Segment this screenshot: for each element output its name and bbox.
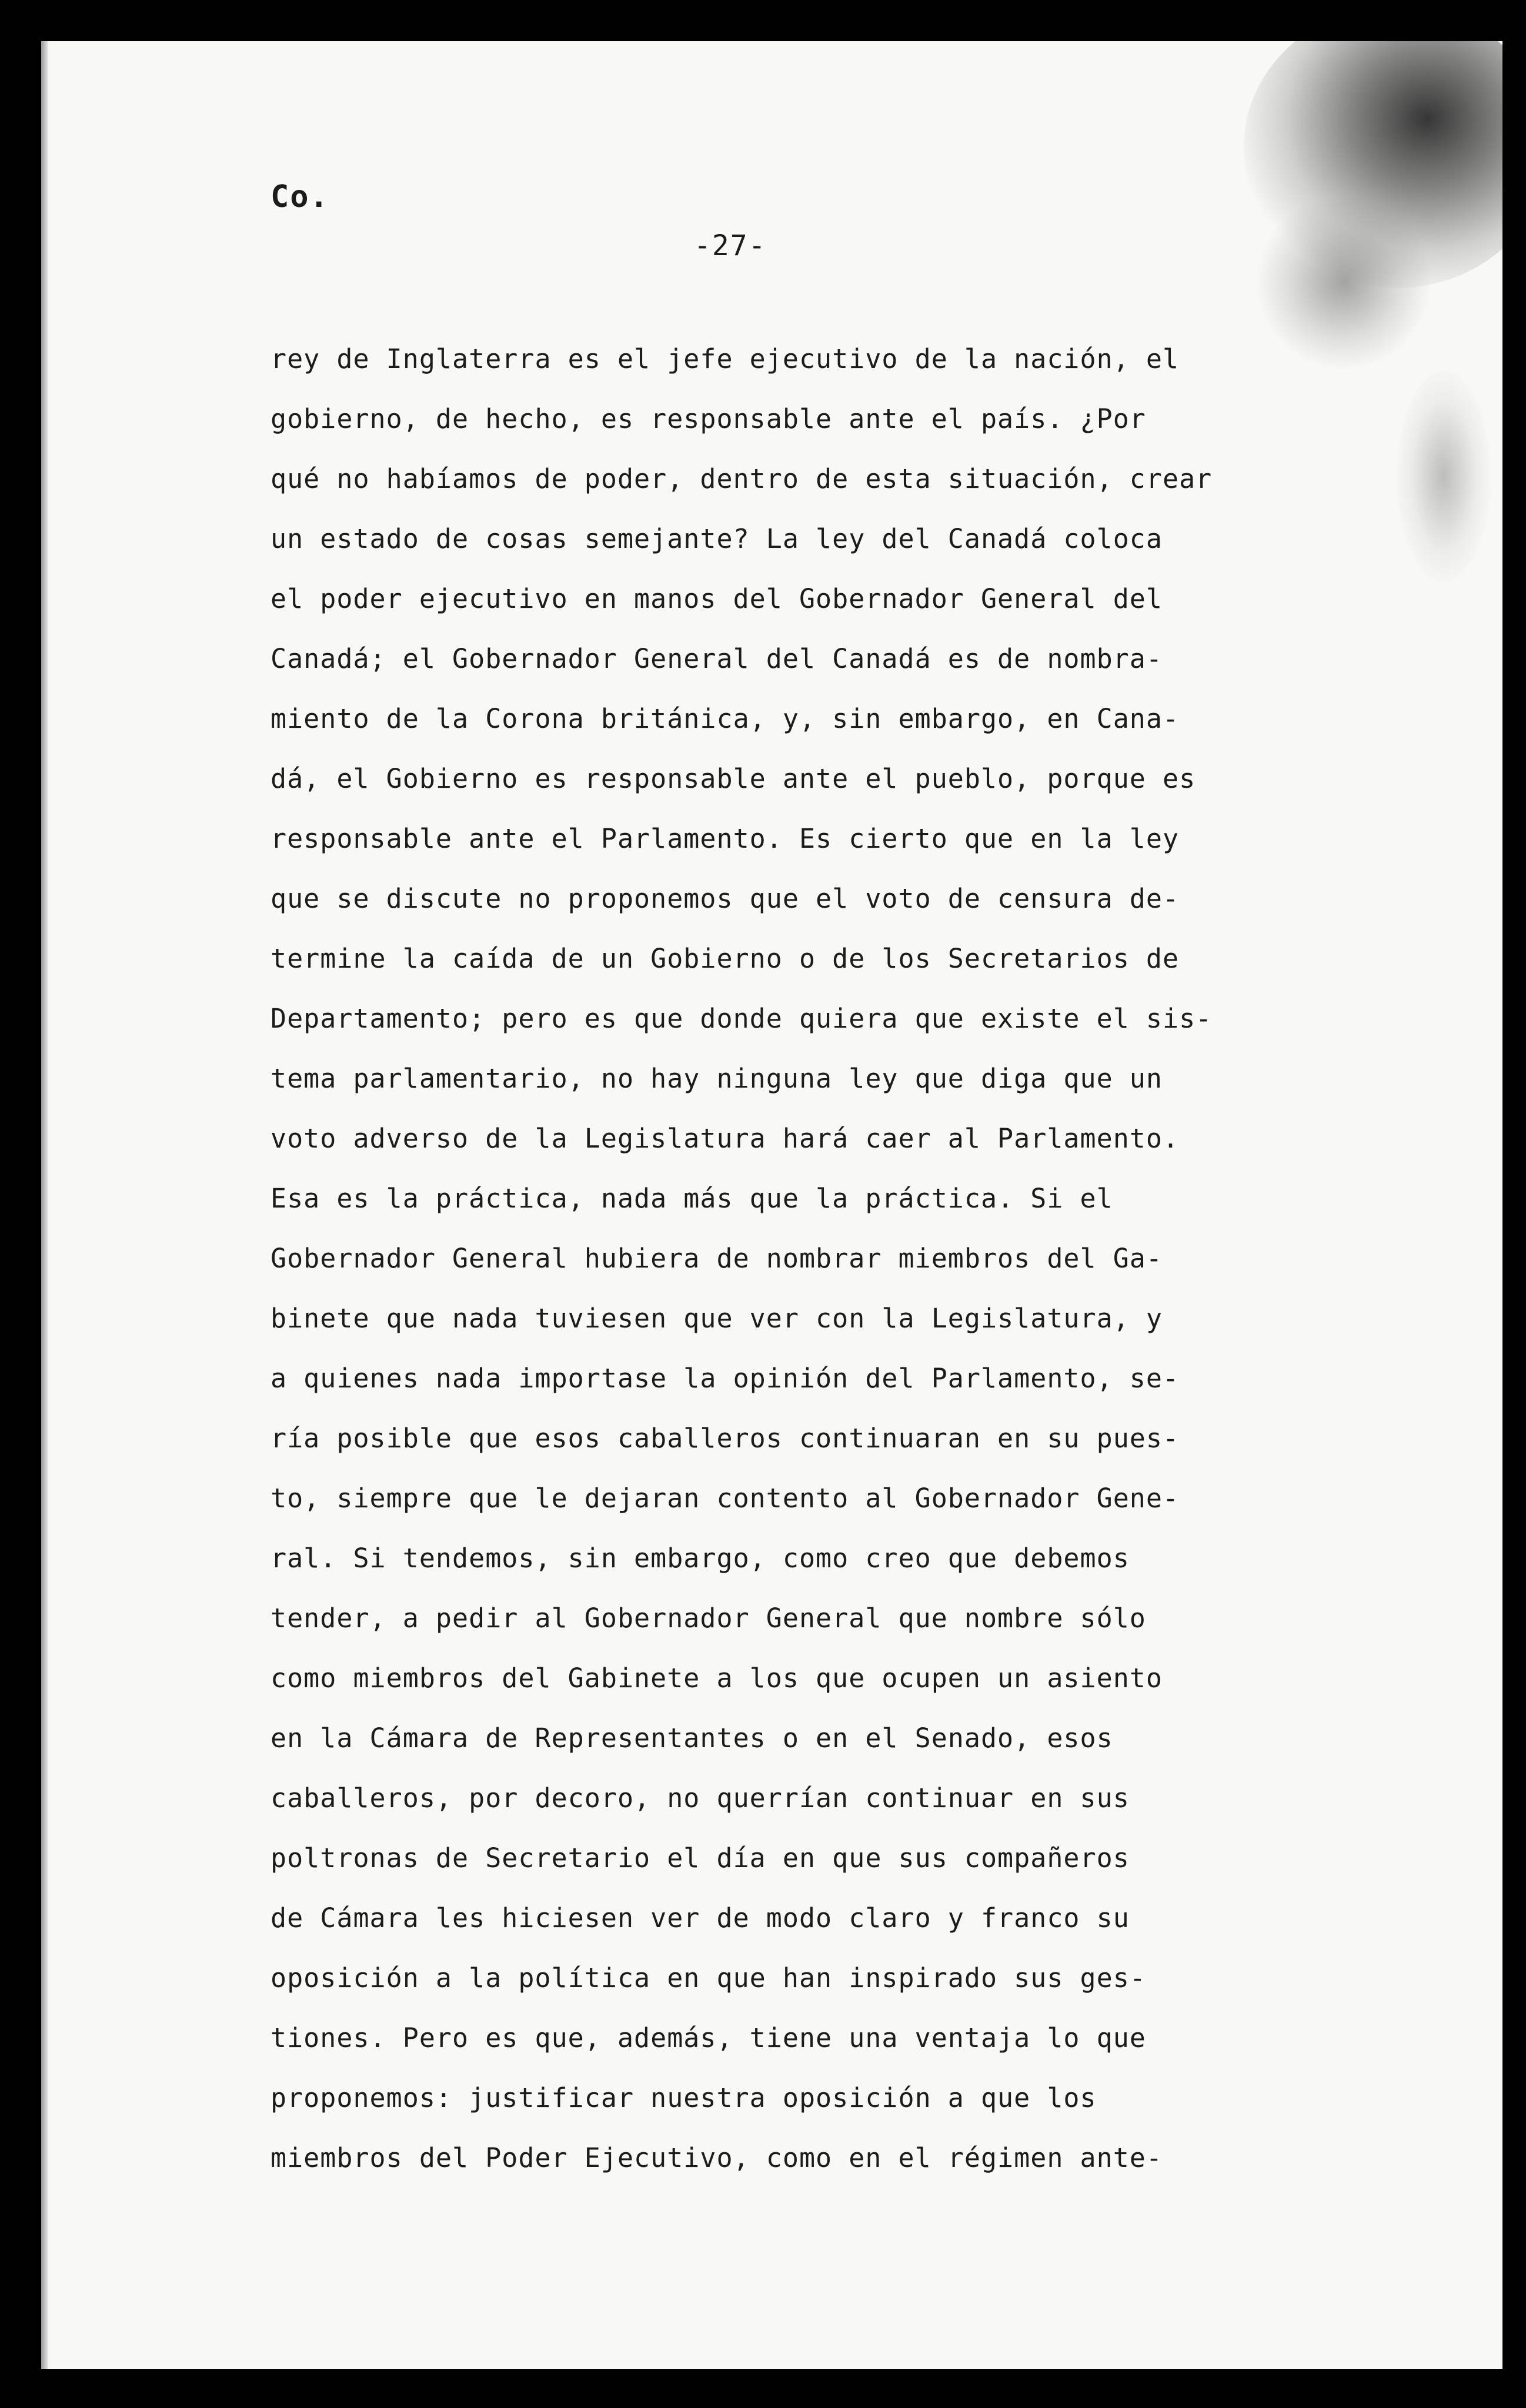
text-line: ría posible que esos caballeros continuaran en su pues- <box>271 1423 1180 1454</box>
text-line: proponemos: justificar nuestra oposición a que los <box>271 2082 1097 2113</box>
text-line: gobierno, de hecho, es responsable ante el país. ¿Por <box>271 403 1146 434</box>
text-line: caballeros, por decoro, no querrían continuar en sus <box>271 1782 1130 1814</box>
text-line: Canadá; el Gobernador General del Canadá es de nombra- <box>271 643 1163 674</box>
corner-mark: Co. <box>271 179 329 215</box>
text-line: tiones. Pero es que, además, tiene una ventaja lo que <box>271 2022 1146 2054</box>
text-line: poltronas de Secretario el día en que sus compañeros <box>271 1842 1130 1874</box>
text-line: oposición a la política en que han inspirado sus ges- <box>271 1962 1146 1994</box>
body-text <box>271 329 1376 2188</box>
text-line: de Cámara les hiciesen ver de modo claro y franco su <box>271 1902 1130 1934</box>
text-line: miento de la Corona británica, y, sin embargo, en Cana- <box>271 703 1180 734</box>
ink-smudge <box>1244 41 1502 288</box>
text-line: binete que nada tuviesen que ver con la Legislatura, y <box>271 1303 1163 1334</box>
text-line: Esa es la práctica, nada más que la práctica. Si el <box>271 1183 1113 1214</box>
ink-smudge <box>1397 370 1491 582</box>
text-line: qué no habíamos de poder, dentro de esta situación, crear <box>271 463 1213 494</box>
text-line: Gobernador General hubiera de nombrar miembros del Ga- <box>271 1243 1163 1274</box>
text-line: el poder ejecutivo en manos del Gobernador General del <box>271 583 1163 614</box>
text-line: en la Cámara de Representantes o en el Senado, esos <box>271 1723 1113 1754</box>
page-number: -27- <box>694 229 767 262</box>
text-line: voto adverso de la Legislatura hará caer al Parlamento. <box>271 1123 1180 1154</box>
text-line: rey de Inglaterra es el jefe ejecutivo de la nación, el <box>271 343 1180 374</box>
text-line: dá, el Gobierno es responsable ante el pueblo, porque es <box>271 763 1196 794</box>
text-line: responsable ante el Parlamento. Es cierto que en la ley <box>271 823 1180 854</box>
page-edge-shadow <box>41 41 48 2369</box>
text-line: miembros del Poder Ejecutivo, como en el régimen ante- <box>271 2142 1163 2173</box>
text-line: tender, a pedir al Gobernador General que nombre sólo <box>271 1603 1146 1634</box>
text-line: un estado de cosas semejante? La ley del Canadá coloca <box>271 523 1163 554</box>
text-line: termine la caída de un Gobierno o de los Secretarios de <box>271 943 1180 974</box>
text-line: como miembros del Gabinete a los que ocupen un asiento <box>271 1663 1163 1694</box>
text-line: Departamento; pero es que donde quiera que existe el sis- <box>271 1003 1213 1034</box>
text-line: to, siempre que le dejaran contento al Gobernador Gene- <box>271 1483 1180 1514</box>
text-line: que se discute no proponemos que el voto de censura de- <box>271 883 1180 914</box>
text-line: tema parlamentario, no hay ninguna ley que diga que un <box>271 1063 1163 1094</box>
text-line: a quienes nada importase la opinión del Parlamento, se- <box>271 1363 1180 1394</box>
text-line: ral. Si tendemos, sin embargo, como creo que debemos <box>271 1543 1130 1574</box>
